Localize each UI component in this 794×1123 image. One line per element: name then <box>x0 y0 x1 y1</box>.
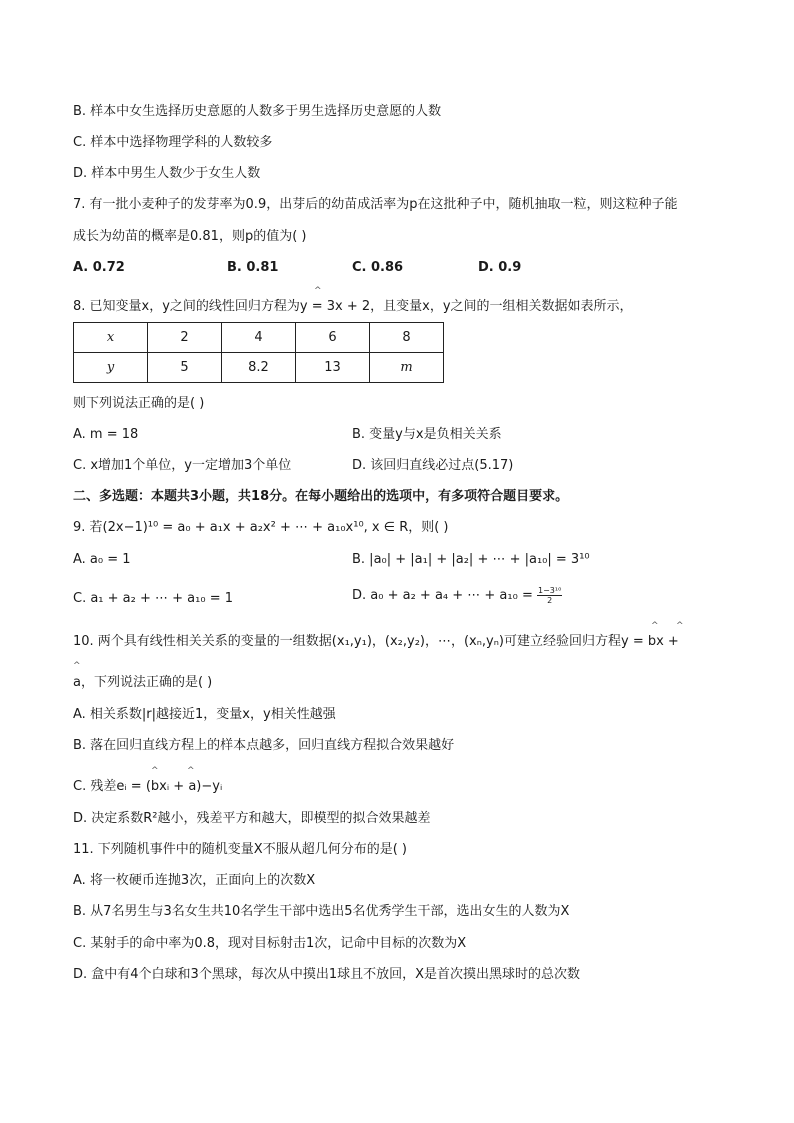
table-cell: 4 <box>222 323 296 353</box>
q6-option-b: B. 样本中女生选择历史意愿的人数多于男生选择历史意愿的人数 <box>73 104 442 119</box>
fraction-numerator: 1−3¹⁰ <box>538 586 562 595</box>
q8-question: 则下列说法正确的是( ) <box>73 396 205 411</box>
q7-stem-line1: 7. 有一批小麦种子的发芽率为0.9，出芽后的幼苗成活率为p在这批种子中，随机抽取一粒，则这粒种子能 <box>73 197 678 212</box>
q10-hat-mark-y: ^ <box>651 621 659 631</box>
table-cell: 6 <box>296 323 370 353</box>
q7-stem-line2: 成长为幼苗的概率是0.81，则p的值为( ) <box>73 229 307 244</box>
q10-hat-mark-a: ^ <box>73 661 81 671</box>
q7-option-a: A. 0.72 <box>73 260 125 275</box>
q10-option-d: D. 决定系数R²越小，残差平方和越大，即模型的拟合效果越差 <box>73 811 431 826</box>
q6-option-c: C. 样本中选择物理学科的人数较多 <box>73 135 273 150</box>
table-cell: 13 <box>296 353 370 383</box>
q10c-hat-mark-b: ^ <box>151 766 159 776</box>
q7-option-d: D. 0.9 <box>478 260 522 275</box>
q7-option-b: B. 0.81 <box>227 260 279 275</box>
section-2-heading: 二、多选题：本题共3小题，共18分。在每小题给出的选项中，有多项符合题目要求。 <box>73 489 569 504</box>
q9-option-d <box>352 586 562 605</box>
fraction-denominator: 2 <box>547 596 553 605</box>
q8-hat-mark: ^ <box>314 286 322 296</box>
q10c-hat-mark-a: ^ <box>187 766 195 776</box>
q9-option-c: C. a₁ + a₂ + ⋯ + a₁₀ = 1 <box>73 591 233 606</box>
table-cell: y <box>74 353 148 383</box>
q10-hat-mark-b: ^ <box>676 621 684 631</box>
q10-option-a: A. 相关系数|r|越接近1，变量x，y相关性越强 <box>73 707 336 722</box>
table-row <box>74 323 444 353</box>
q9-stem: 9. 若(2x−1)¹⁰ = a₀ + a₁x + a₂x² + ⋯ + a₁₀x¹⁰, x ∈ R，则( ) <box>73 520 449 535</box>
q7-option-c: C. 0.86 <box>352 260 404 275</box>
table-cell: 2 <box>148 323 222 353</box>
q11-option-a: A. 将一枚硬币连抛3次，正面向上的次数X <box>73 873 316 888</box>
q10-option-c: C. 残差eᵢ = (bxᵢ + a)−yᵢ <box>73 779 223 794</box>
q11-option-d: D. 盒中有4个白球和3个黑球，每次从中摸出1球且不放回，X是首次摸出黑球时的总次数 <box>73 967 580 982</box>
q10-stem-line1: 10. 两个具有线性相关关系的变量的一组数据(x₁,y₁)，(x₂,y₂)，⋯，(xₙ,yₙ)可建立经验回归方程y = bx + <box>73 634 679 649</box>
q8-option-a: A. m = 18 <box>73 427 139 442</box>
q9-option-d-fraction <box>537 586 562 605</box>
q9-option-d-text: D. a₀ + a₂ + a₄ + ⋯ + a₁₀ = <box>352 588 533 603</box>
table-cell: 5 <box>148 353 222 383</box>
q8-option-c: C. x增加1个单位，y一定增加3个单位 <box>73 458 292 473</box>
table-cell: x <box>74 323 148 353</box>
q9-option-a: A. a₀ = 1 <box>73 552 131 567</box>
q10-stem-line2: a，下列说法正确的是( ) <box>73 675 213 690</box>
table-cell: 8 <box>370 323 444 353</box>
table-cell: m <box>370 353 444 383</box>
q6-option-d: D. 样本中男生人数少于女生人数 <box>73 166 261 181</box>
table-row <box>74 353 444 383</box>
regression-data-table <box>73 322 444 383</box>
q10-option-b: B. 落在回归直线方程上的样本点越多，回归直线方程拟合效果越好 <box>73 738 455 753</box>
q9-option-b: B. |a₀| + |a₁| + |a₂| + ⋯ + |a₁₀| = 3¹⁰ <box>352 552 590 567</box>
q11-option-b: B. 从7名男生与3名女生共10名学生干部中选出5名优秀学生干部，选出女生的人数为X <box>73 904 570 919</box>
table-cell: 8.2 <box>222 353 296 383</box>
q8-stem: 8. 已知变量x，y之间的线性回归方程为y = 3x + 2，且变量x，y之间的一组相关数据如表所示， <box>73 299 633 314</box>
q8-option-b: B. 变量y与x是负相关关系 <box>352 427 502 442</box>
q8-option-d: D. 该回归直线必过点(5.17) <box>352 458 514 473</box>
q11-option-c: C. 某射手的命中率为0.8，现对目标射击1次，记命中目标的次数为X <box>73 936 467 951</box>
q11-stem: 11. 下列随机事件中的随机变量X不服从超几何分布的是( ) <box>73 842 407 857</box>
